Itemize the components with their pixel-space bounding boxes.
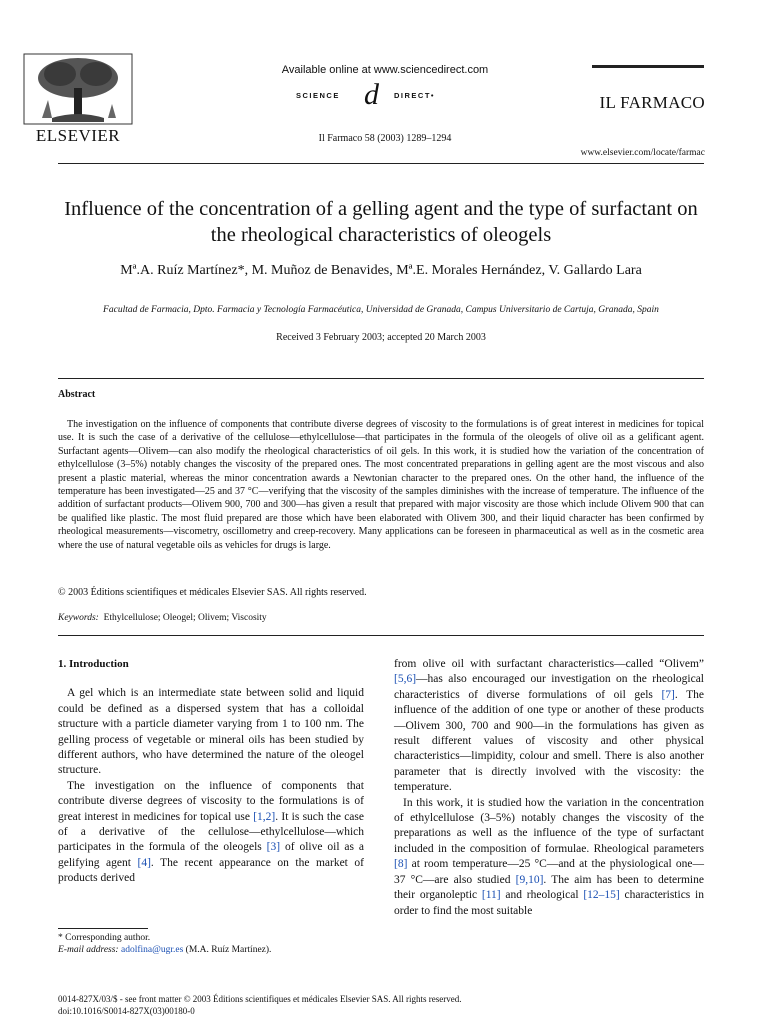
reference-link[interactable]: [12–15] <box>583 889 620 902</box>
affiliation: Facultad de Farmacia, Dpto. Farmacia y Tecnología Farmacéutica, Universidad de Granada, Campus Universitario de Cartuja, Granada, Spain <box>103 305 659 315</box>
text-segment: and rheological <box>500 889 584 902</box>
footnote-divider <box>58 928 148 929</box>
text-segment: at room temperature—25 °C—and at the physiological one—37 °C—are also studied <box>394 858 704 886</box>
intro-paragraph-4 <box>394 796 704 919</box>
journal-citation: Il Farmaco 58 (2003) 1289–1294 <box>318 133 452 144</box>
reference-link[interactable]: [3] <box>266 841 281 854</box>
text-segment: . The recent appearance on the market of products derived <box>58 856 364 885</box>
email-line <box>58 944 364 956</box>
text-segment: of olive oil as a gelifying agent <box>58 841 364 869</box>
reference-link[interactable]: [9,10] <box>515 873 544 886</box>
received-dates: Received 3 February 2003; accepted 20 March 2003 <box>276 332 486 343</box>
footnote <box>58 932 364 956</box>
page-footer <box>58 993 704 1017</box>
reference-link[interactable]: [7] <box>661 688 675 701</box>
text-segment: from olive oil with surfactant characteristics—called “Olivem” <box>394 658 704 670</box>
keywords-line <box>58 613 704 623</box>
article-title: Influence of the concentration of a gelling agent and the type of surfactant on the rheological characteristics of oleogels <box>64 198 698 246</box>
corresponding-author-note: * Corresponding author. <box>58 933 151 943</box>
author-list: Mª.A. Ruíz Martínez*, M. Muñoz de Benavides, Mª.E. Morales Hernández, V. Gallardo Lara <box>120 263 642 278</box>
journal-name: IL FARMACO <box>599 93 705 112</box>
intro-paragraph-2 <box>58 779 364 887</box>
intro-paragraph-1: A gel which is an intermediate state between solid and liquid could be defined as a dispersed system that has a colloidal structure with a particle diameter varying from 1 to 100 nm. The gelling process of vegetable or mineral oils has been studied by different authors, who have determined the nature of the oleogel structure. <box>58 687 364 777</box>
right-column <box>394 657 704 919</box>
text-segment: The investigation on the influence of components that contribute diverse degrees of viscosity to the formulations is of great interest in medicines for topical use <box>58 779 364 823</box>
email-link[interactable]: adolfina@ugr.es <box>120 945 184 955</box>
reference-link[interactable]: [4] <box>137 856 151 869</box>
sd-logo-left-text: SCIENCE <box>296 91 340 100</box>
reference-link[interactable]: [5,6] <box>394 673 417 686</box>
text-segment: . It is such the case of a derivative of the cellulose—ethylcellulose—which participates in the formula of the oleogels <box>58 810 364 854</box>
header-divider <box>58 163 704 164</box>
reference-link[interactable]: [11] <box>481 889 501 902</box>
reference-link[interactable]: [1,2] <box>253 810 276 823</box>
sd-logo-right-text: DIRECT• <box>394 91 436 100</box>
email-label: E-mail address: <box>58 945 119 955</box>
abstract-top-divider <box>58 378 704 379</box>
reference-link[interactable]: [8] <box>394 858 408 871</box>
text-segment: . The aim has been to determine their organoleptic <box>394 873 704 902</box>
at-sign-icon: d <box>364 78 379 111</box>
journal-url-link[interactable]: www.elsevier.com/locate/farmac <box>580 148 705 158</box>
sciencedirect-logo <box>296 78 476 111</box>
copyright-line: © 2003 Éditions scientifiques et médicales Elsevier SAS. All rights reserved. <box>58 587 367 598</box>
intro-paragraph-3 <box>394 657 704 796</box>
keywords-label: Keywords: <box>58 613 99 623</box>
publisher-wordmark: ELSEVIER <box>35 126 121 145</box>
abstract-body: The investigation on the influence of components that contribute diverse degrees of viscosity to the formulations is of great interest in medicines for topical use. It is such the case of a derivative of the cellulose—ethylcellulose—that participates in the formula of the oleogels of olive oil as a gelificant agent. Surfactant agents—Olivem—can also modify the rheological characteristics of oil gels. In this work, it is studied how the variation of the concentration of ethylcellulose (3–5%) notably changes the viscosity of the prepared ones. The most concentrated preparations in gelling agent are the most viscous and also present a plastic material, whereas the minor concentration awards a Newtonian character to the prepared ones. On the other hand, the influence of the temperature has been investigated—25 and 37 °C—verifying that the viscosity of the samples diminishes with the increase of temperature. The influence of the addition of surfactant products—Olivem 900, 700 and 300—has given a result that prepared with major viscosity are those which include Olivem 900 that can be qualified like plastic. The most fluid prepared are those which have been elaborated with Olivem 300, and their liquid character has been confirmed by rheological measurements—viscometry, oscillometry and creep-recovery. Many applications can be foreseen in pharmaceutical as well as in the cosmetic area where the use of natural vegetable oils as vehicles for drugs is large. <box>58 419 704 551</box>
text-segment: —has also encouraged our investigation on the rheological characteristics of diverse formulations of oil gels <box>394 673 704 701</box>
text-segment: In this work, it is studied how the variation in the concentration of ethylcellulose (3–5%) notably changes the viscosity of the preparations as well as the influence of the type of surfactant included in the composition of formulae. Rheological parameters <box>394 796 704 855</box>
doi-line: doi:10.1016/S0014-827X(03)00180-0 <box>58 1006 195 1016</box>
section-heading-introduction: 1. Introduction <box>58 658 129 670</box>
abstract-heading: Abstract <box>58 389 96 400</box>
email-owner: (M.A. Ruíz Martínez). <box>183 945 272 955</box>
text-segment: characteristics in order to find the most suitable <box>394 889 704 917</box>
front-matter-line: 0014-827X/03/$ - see front matter © 2003 Éditions scientifiques et médicales Elsevier SAS. All rights reserved. <box>58 994 462 1004</box>
left-column <box>58 657 364 887</box>
journal-rule <box>592 65 704 68</box>
abstract-bottom-divider <box>58 635 704 636</box>
keywords-values: Ethylcellulose; Oleogel; Olivem; Viscosity <box>103 613 267 623</box>
text-segment: . The influence of the addition of one type or another of these products—Olivem 300, 700 and 900—in the formulations has given as result different values of viscosity and other physical characteristics—limpidity, colour and smell. There is also another parameter that is directly involved with the viscosity: the temperature. <box>394 688 704 794</box>
availability-link[interactable]: Available online at www.sciencedirect.com <box>281 64 489 76</box>
